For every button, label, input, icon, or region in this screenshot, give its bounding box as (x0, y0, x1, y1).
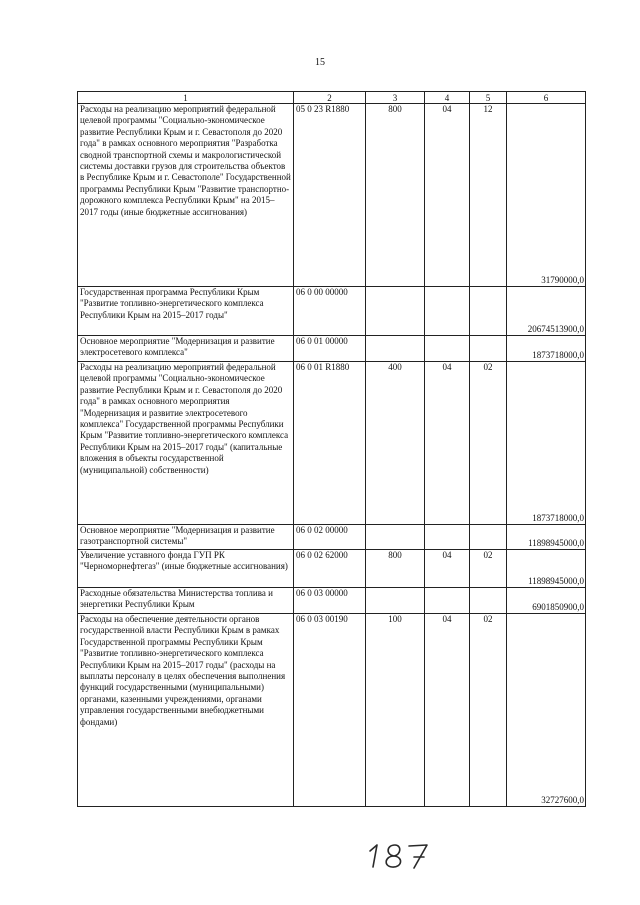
expense-name: Расходы на обеспечение деятельности органов государственной власти Республики Крым в рамках Государственной программы Республики Крым "Развитие топливно-энергетического комплекса Республики Крым на 2015–2017 годы" (расходы на выплаты персоналу в целях обеспечения выполнения функций государственными (муниципальными) органами, казенными учреждениями, органами управления государственными внебюджетными фондами) (78, 614, 294, 807)
expense-name: Расходы на реализацию мероприятий федеральной целевой программы "Социально-экономическое развитие Республики Крым и г. Севастополя до 2020 года" в рамках основного мероприятия "Разработка сводной транспортной схемы и макрологистической системы доставки грузов для строительства объектов в Республике Крым и г. Севастополе" Государственной программы Республики Крым "Развитие транспортно-дорожного комплекса Республики Крым" на 2015–2017 годы (иные бюджетные ассигнования) (78, 104, 294, 287)
section-code: 04 (425, 550, 470, 588)
budget-table (77, 91, 586, 807)
target-article-code: 06 0 02 00000 (294, 525, 366, 550)
expense-name: Основное мероприятие "Модернизация и развитие электросетевого комплекса" (78, 336, 294, 362)
table-row (78, 550, 586, 588)
subsection-code: 02 (470, 550, 507, 588)
amount: 20674513900,0 (507, 287, 586, 336)
section-code (425, 287, 470, 336)
table-row (78, 614, 586, 807)
expense-name: Расходы на реализацию мероприятий федеральной целевой программы "Социально-экономическое развитие Республики Крым и г. Севастополя до 2020 года" в рамках основного мероприятия "Модернизация и развитие электросетевого комплекса" Государственной программы Республики Крым "Развитие топливно-энергетического комплекса Республики Крым на 2015–2017 годы" (капитальные вложения в объекты государственной (муниципальной) собственности) (78, 362, 294, 525)
section-code (425, 336, 470, 362)
amount: 11898945000,0 (507, 550, 586, 588)
table-row (78, 525, 586, 550)
target-article-code: 06 0 01 00000 (294, 336, 366, 362)
column-header: 3 (366, 92, 425, 104)
table-row (78, 336, 586, 362)
expense-type-code (366, 336, 425, 362)
target-article-code: 05 0 23 R1880 (294, 104, 366, 287)
subsection-code: 02 (470, 362, 507, 525)
subsection-code (470, 287, 507, 336)
table-row (78, 588, 586, 614)
expense-name: Увеличение уставного фонда ГУП РК "Черноморнефтегаз" (иные бюджетные ассигнования) (78, 550, 294, 588)
amount: 1873718000,0 (507, 362, 586, 525)
column-header: 4 (425, 92, 470, 104)
expense-name: Основное мероприятие "Модернизация и развитие газотранспортной системы" (78, 525, 294, 550)
expense-type-code (366, 525, 425, 550)
section-code (425, 525, 470, 550)
expense-type-code (366, 287, 425, 336)
column-header: 5 (470, 92, 507, 104)
amount: 11898945000,0 (507, 525, 586, 550)
amount: 32727600,0 (507, 614, 586, 807)
subsection-code (470, 525, 507, 550)
table-row (78, 362, 586, 525)
subsection-code: 12 (470, 104, 507, 287)
table-header-row (78, 92, 586, 104)
amount: 6901850900,0 (507, 588, 586, 614)
target-article-code: 06 0 01 R1880 (294, 362, 366, 525)
expense-type-code (366, 588, 425, 614)
subsection-code: 02 (470, 614, 507, 807)
subsection-code (470, 336, 507, 362)
handwritten-page-number (364, 837, 434, 873)
expense-type-code: 800 (366, 550, 425, 588)
column-header: 2 (294, 92, 366, 104)
subsection-code (470, 588, 507, 614)
page-number: 15 (315, 57, 325, 68)
amount: 31790000,0 (507, 104, 586, 287)
target-article-code: 06 0 03 00000 (294, 588, 366, 614)
table-row (78, 104, 586, 287)
expense-name: Государственная программа Республики Крым "Развитие топливно-энергетического комплекса Республики Крым на 2015–2017 годы" (78, 287, 294, 336)
expense-name: Расходные обязательства Министерства топлива и энергетики Республики Крым (78, 588, 294, 614)
section-code: 04 (425, 614, 470, 807)
column-header: 1 (78, 92, 294, 104)
expense-type-code: 800 (366, 104, 425, 287)
target-article-code: 06 0 00 00000 (294, 287, 366, 336)
target-article-code: 06 0 03 00190 (294, 614, 366, 807)
column-header: 6 (507, 92, 586, 104)
amount: 1873718000,0 (507, 336, 586, 362)
expense-type-code: 400 (366, 362, 425, 525)
section-code: 04 (425, 362, 470, 525)
target-article-code: 06 0 02 62000 (294, 550, 366, 588)
table-row (78, 287, 586, 336)
section-code (425, 588, 470, 614)
section-code: 04 (425, 104, 470, 287)
expense-type-code: 100 (366, 614, 425, 807)
